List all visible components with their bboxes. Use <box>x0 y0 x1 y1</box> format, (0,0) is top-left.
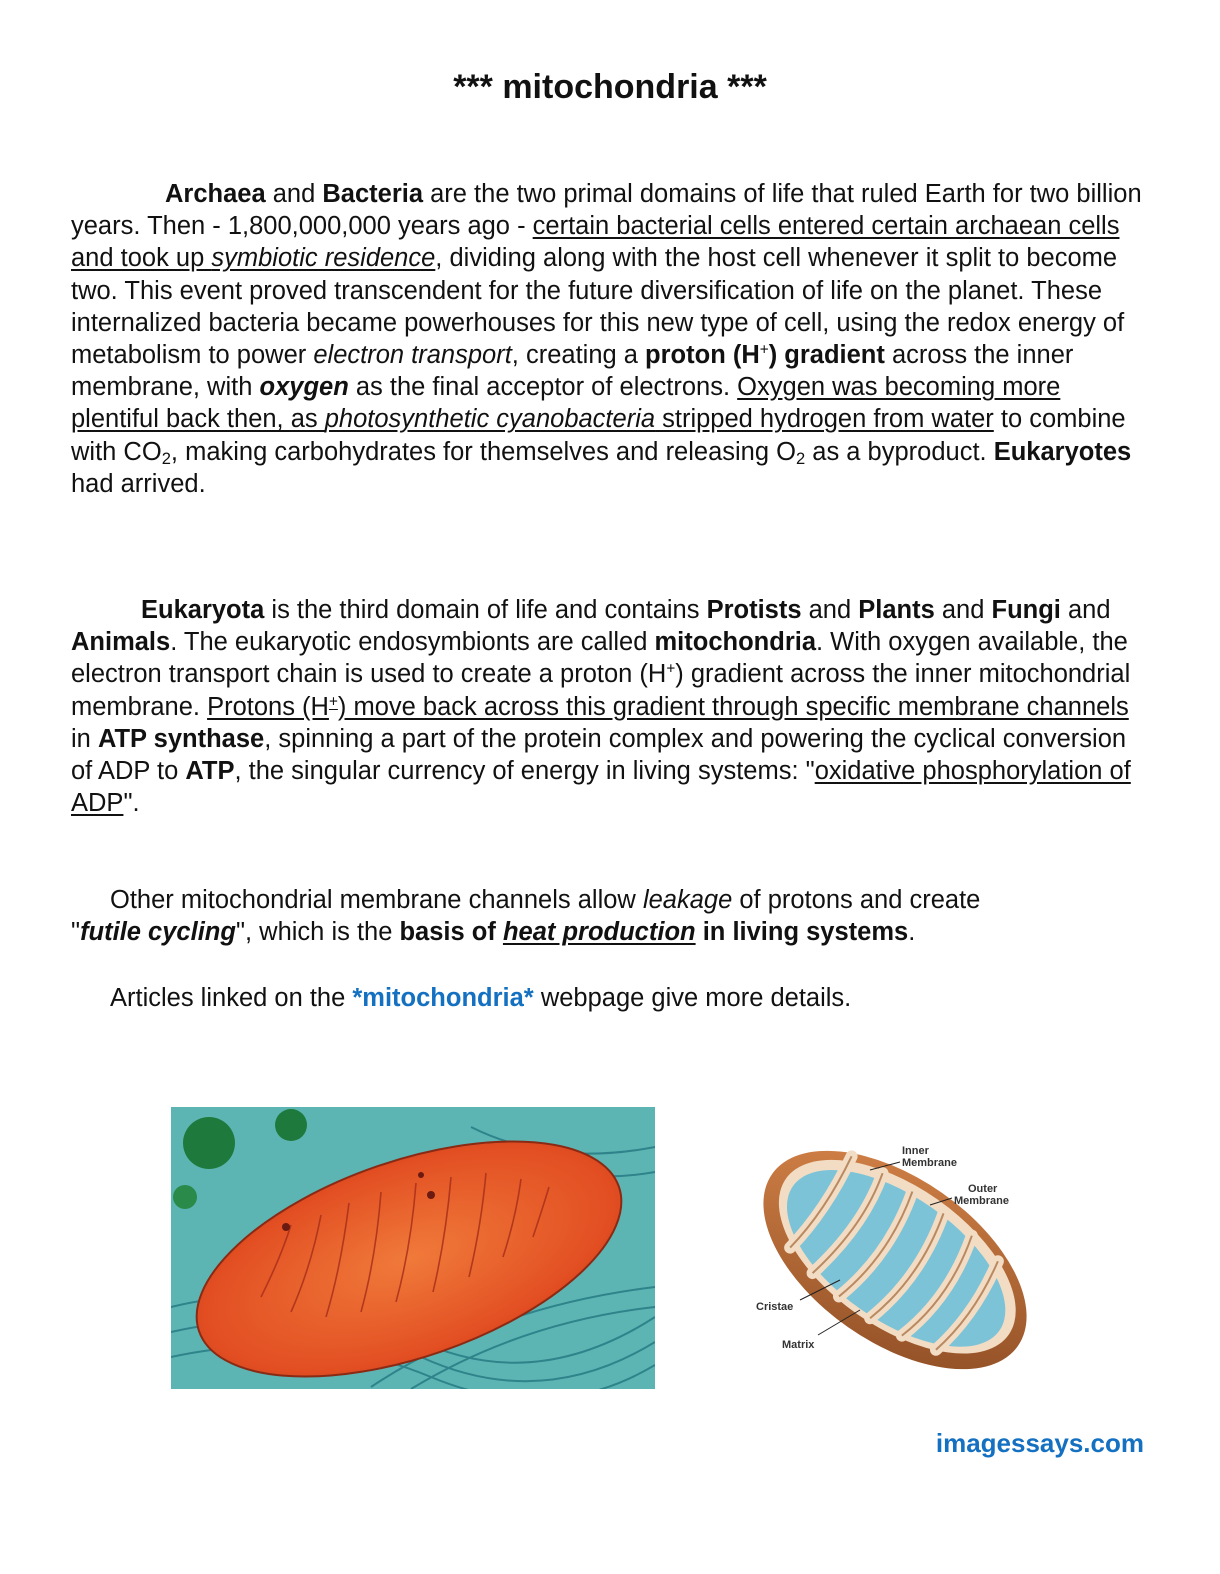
label-outer-line1: Outer <box>968 1183 998 1195</box>
label-cristae: Cristae <box>756 1301 794 1313</box>
label-matrix: Matrix <box>782 1339 815 1351</box>
paragraph-heat: Other mitochondrial membrane channels allow leakage of protons and create "futile cycling", which is the basis of heat production in living systems. <box>71 886 981 947</box>
mitochondria-micrograph <box>171 1107 655 1389</box>
site-link[interactable]: imagessays.com <box>935 1428 1144 1458</box>
page-title: *** mitochondria *** <box>453 68 767 106</box>
paragraph-origin: Archaea and Bacteria are the two primal domains of life that ruled Earth for two billion years. Then - 1,800,000,000 years ago - certain bacterial cells entered certain archaean cells and took up symbiotic residence, dividing along with the host cell whenever it split to become two. This event proved transcendent for the future diversification of life on the planet. These internalized bacteria became powerhouses for this new type of cell, using the redox energy of metabolism to power electron transport, creating a proton (H+) gradient across the inner membrane, with oxygen as the final acceptor of electrons. Oxygen was becoming more plentiful back then, as photosynthetic cyanobacteria stripped hydrogen from water to combine with $CO_2$, making carbohydrates for themselves and releasing $O_2$ as a byproduct. Eukaryotes had arrived. <box>71 180 1142 498</box>
label-inner-line2: Membrane <box>902 1157 958 1169</box>
label-outer-line2: Membrane <box>954 1195 1010 1207</box>
mitochondria-diagram <box>730 1110 1050 1395</box>
paragraph-eukaryota: Eukaryota is the third domain of life and contains Protists and Plants and Fungi and Animals. The eukaryotic endosymbionts are called mitochondria. With oxygen available, the electron transport chain is used to create a proton (H+) gradient across the inner mitochondrial membrane. Protons (H+) move back across this gradient through specific membrane channels in ATP synthase, spinning a part of the protein complex and powering the cyclical conversion of ADP to ATP, the singular currency of energy in living systems: "oxidative phosphorylation of ADP". <box>71 596 1131 818</box>
label-inner-line1: Inner <box>902 1145 929 1157</box>
mitochondria-link[interactable]: *mitochondria* <box>352 984 534 1012</box>
paragraph-articles: Articles linked on the *mitochondria* webpage give more details. <box>110 984 852 1012</box>
